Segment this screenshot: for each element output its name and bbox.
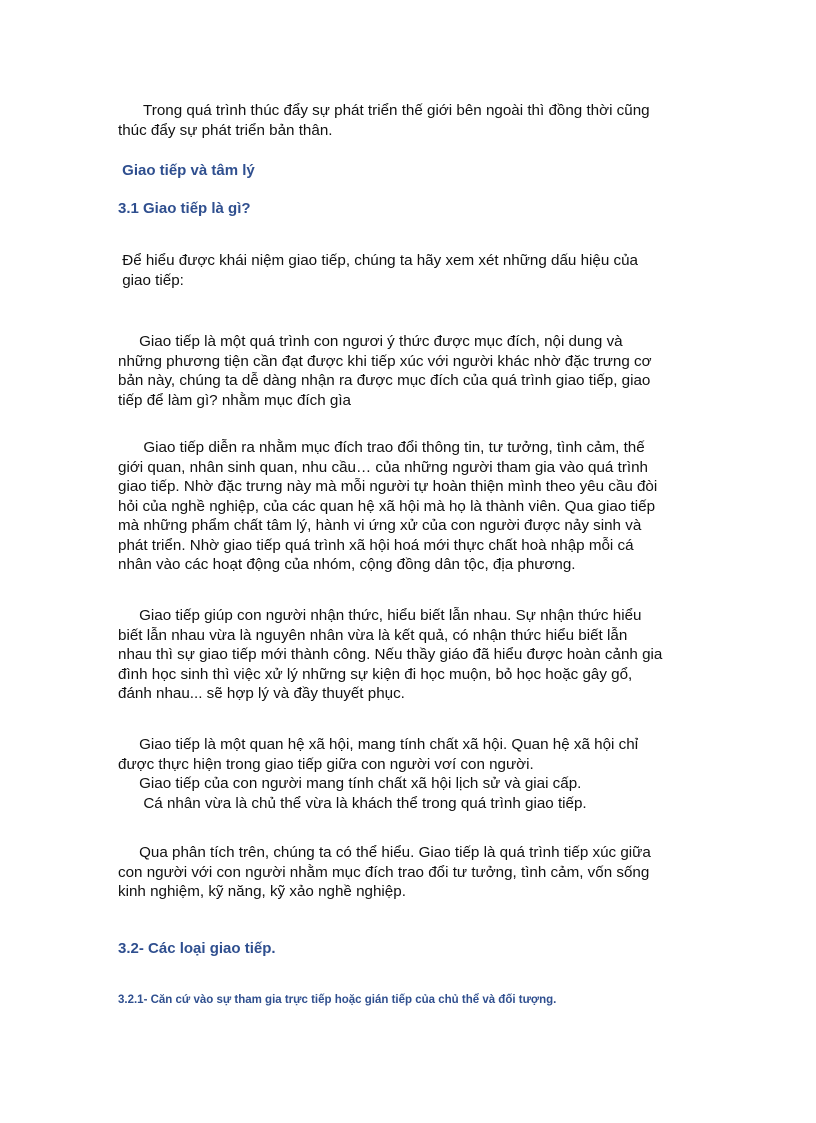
heading-3-1: 3.1 Giao tiếp là gì?	[118, 200, 251, 217]
text-line: Trong quá trình thúc đẩy sự phát triển thế giới bên ngoài thì đồng thời cũng	[118, 102, 650, 119]
text-line: Để hiểu được khái niệm giao tiếp, chúng ta hãy xem xét những dấu hiệu của	[118, 252, 638, 269]
intro-paragraph	[118, 101, 708, 140]
text-line: bản này, chúng ta dễ dàng nhận ra được mục đích của quá trình giao tiếp, giao	[118, 372, 651, 389]
paragraph-exchange	[118, 438, 708, 575]
text-line: giới quan, nhân sinh quan, nhu cầu… của những người tham gia vào quá trình	[118, 458, 648, 476]
text-line: những phương tiện cần đạt được khi tiếp xúc với người khác nhờ đặc trưng cơ	[118, 352, 652, 370]
text-line: được thực hiện trong giao tiếp giữa con người vơí con người.	[118, 755, 534, 773]
heading-3-2: 3.2- Các loại giao tiếp.	[118, 940, 276, 957]
text-line: Giao tiếp của con người mang tính chất xã hội lịch sử và giai cấp.	[118, 775, 582, 792]
heading-3-2-1: 3.2.1- Căn cứ vào sự tham gia trực tiếp hoặc gián tiếp của chủ thể và đối tượng.	[118, 994, 557, 1006]
text-line: phát triển. Nhờ giao tiếp quá trình xã hội hoá mới thực chất hoà nhập mỗi cá	[118, 536, 634, 554]
text-line: đánh nhau... sẽ hợp lý và đầy thuyết phục.	[118, 685, 405, 702]
section-heading: Giao tiếp và tâm lý	[118, 162, 255, 179]
text-line: nhân vào các hoạt động của nhóm, cộng đồng dân tộc, địa phương.	[118, 556, 576, 573]
text-line: kinh nghiệm, kỹ năng, kỹ xảo nghề nghiệp.	[118, 883, 406, 900]
paragraph-understanding	[118, 606, 708, 704]
text-line: Qua phân tích trên, chúng ta có thể hiểu. Giao tiếp là quá trình tiếp xúc giữa	[118, 844, 651, 861]
definition-intro-paragraph	[118, 251, 708, 290]
text-line: mà những phẩm chất tâm lý, hành vi ứng xử của con người được nảy sinh và	[118, 517, 642, 534]
text-line: con người với con người nhằm mục đích trao đổi tư tưởng, tình cảm, vốn sống	[118, 863, 650, 881]
paragraph-purpose	[118, 332, 708, 410]
text-line: giao tiếp. Nhờ đặc trưng này mà mỗi người tự hoàn thiện mình theo yêu cầu đòi	[118, 478, 658, 495]
text-line: nhau thì sự giao tiếp mới thành công. Nếu thầy giáo đã hiểu được hoàn cảnh gia	[118, 646, 663, 663]
text-line: Cá nhân vừa là chủ thể vừa là khách thể trong quá trình giao tiếp.	[118, 794, 587, 812]
text-line: biết lẫn nhau vừa là nguyên nhân vừa là kết quả, có nhận thức hiểu biết lẫn	[118, 626, 628, 644]
text-line: Giao tiếp là một quan hệ xã hội, mang tính chất xã hội. Quan hệ xã hội chỉ	[118, 736, 639, 753]
text-line: đình học sinh thì việc xử lý những sự kiện đi học muộn, bỏ học hoặc gây gổ,	[118, 665, 633, 683]
paragraph-social	[118, 735, 708, 813]
text-line: giao tiếp:	[118, 271, 184, 289]
text-line: Giao tiếp diễn ra nhằm mục đích trao đổi thông tin, tư tưởng, tình cảm, thế	[118, 439, 645, 456]
text-line: tiếp để làm gì? nhằm mục đích gìa	[118, 391, 352, 409]
text-line: thúc đẩy sự phát triển bản thân.	[118, 121, 333, 139]
paragraph-conclusion	[118, 843, 708, 902]
text-line: Giao tiếp giúp con người nhận thức, hiểu biết lẫn nhau. Sự nhận thức hiểu	[118, 607, 642, 624]
text-line: Giao tiếp là một quá trình con ngươi ý thức được mục đích, nội dung và	[118, 333, 623, 350]
text-line: hỏi của nghề nghiệp, của các quan hệ xã hội mà họ là thành viên. Qua giao tiếp	[118, 497, 656, 515]
